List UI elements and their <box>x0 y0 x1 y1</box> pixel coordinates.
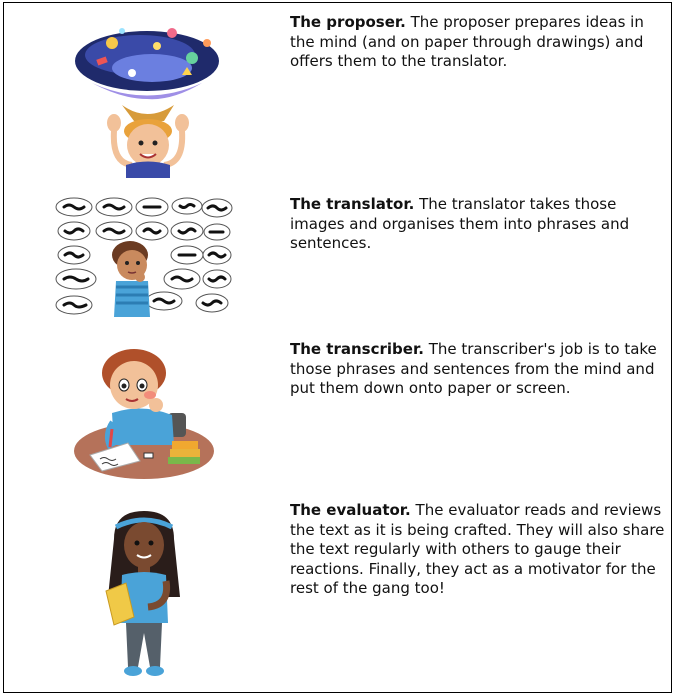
child-speech-bubbles-icon <box>52 195 234 317</box>
role-text-transcriber <box>290 340 665 399</box>
page-frame <box>3 2 672 693</box>
role-text-evaluator <box>290 501 665 599</box>
role-row-proposer <box>4 13 671 183</box>
role-text-proposer <box>290 13 665 72</box>
role-body: The proposer prepares ideas in the mind (and on paper through drawings) and offers them to the translator. <box>290 13 644 70</box>
role-row-transcriber <box>4 338 671 483</box>
role-title: The proposer. <box>290 13 406 31</box>
role-row-evaluator <box>4 501 671 687</box>
child-writing-desk-icon <box>72 343 217 483</box>
role-row-translator <box>4 193 671 318</box>
role-title: The transcriber. <box>290 340 424 358</box>
role-body: The evaluator reads and reviews the text as it is being crafted. They will also share the text regularly with others to gauge their reactions. Finally, they act as a motivator for the rest of the gang too! <box>290 501 665 597</box>
role-text-translator <box>290 195 665 254</box>
child-imagination-icon <box>52 13 252 178</box>
role-title: The translator. <box>290 195 415 213</box>
role-title: The evaluator. <box>290 501 411 519</box>
role-body: The transcriber's job is to take those phrases and sentences from the mind and put them down onto paper or screen. <box>290 340 657 397</box>
girl-reading-icon <box>100 509 190 685</box>
role-body: The translator takes those images and organises them into phrases and sentences. <box>290 195 630 252</box>
